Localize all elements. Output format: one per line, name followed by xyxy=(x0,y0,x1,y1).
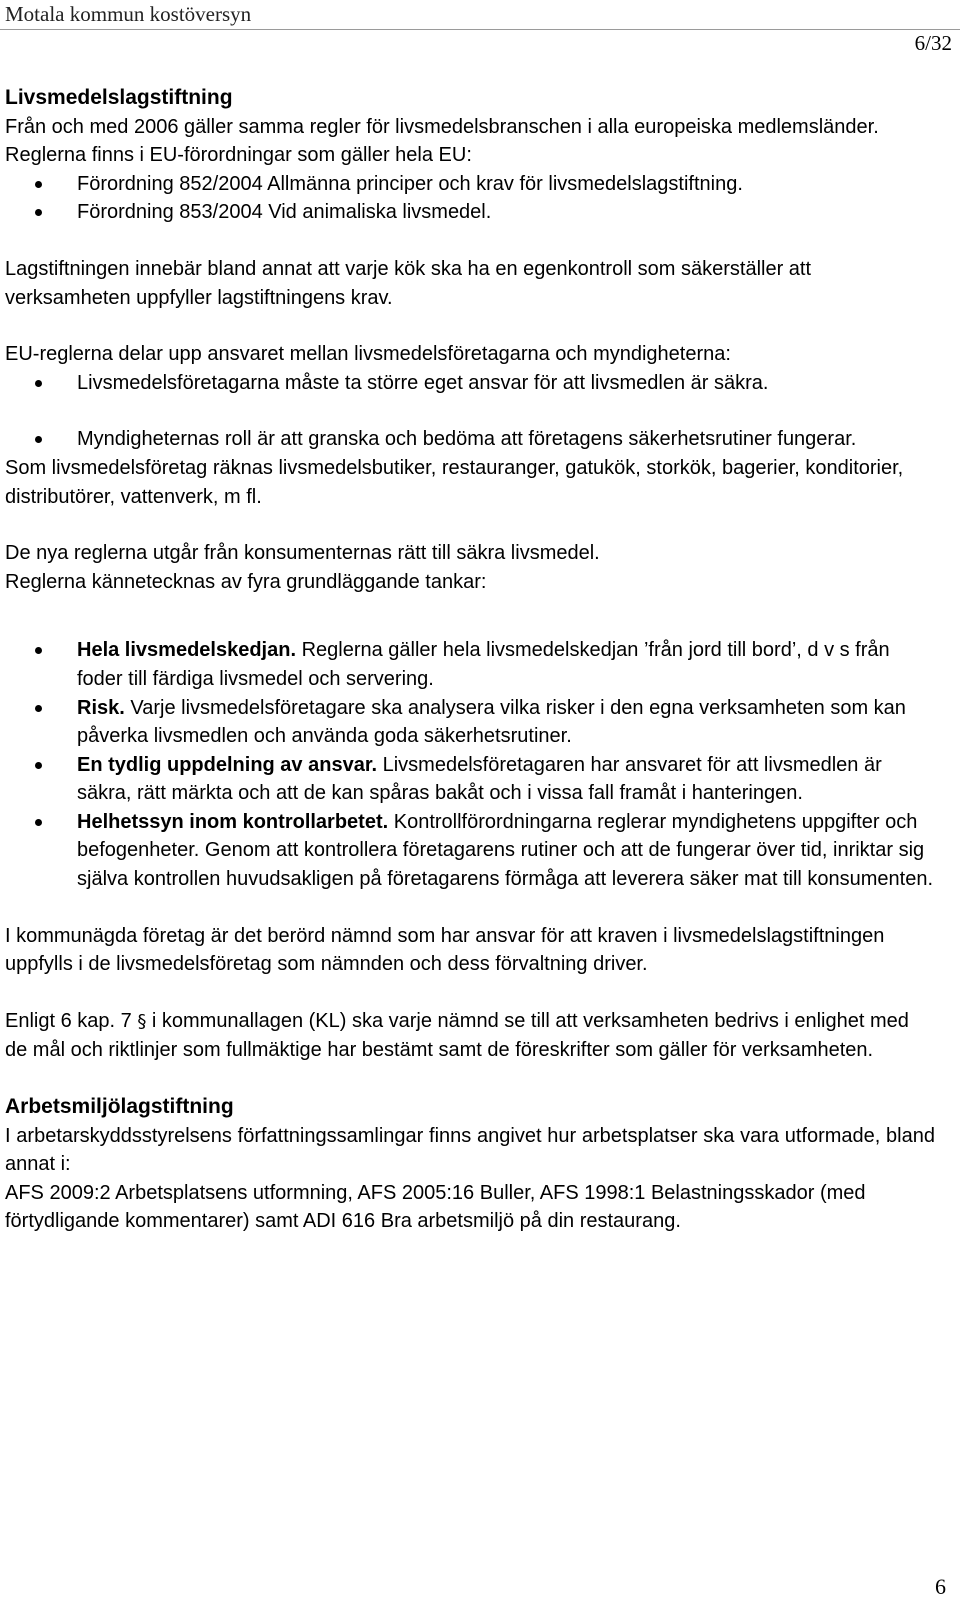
companies-paragraph: Som livsmedelsföretag räknas livsmedelsbutiker, restauranger, gatukök, storkök, bagerier, konditorier, distributörer, vattenverk, m fl. xyxy=(5,456,904,508)
list-item xyxy=(5,751,935,808)
regs-intro: Reglerna finns i EU-förordningar som gäller hela EU: xyxy=(5,144,472,167)
paragraph-sign: § xyxy=(137,1010,147,1032)
list-item xyxy=(5,636,935,693)
principle-text: Reglerna gäller hela livsmedelskedjan ’från jord till bord’, d v s från foder till färdiga livsmedel och servering. xyxy=(77,639,890,690)
list-item: Förordning 852/2004 Allmänna principer och krav för livsmedelslagstiftning. xyxy=(5,170,935,199)
principle-title: Helhetssyn inom kontrollarbetet. xyxy=(77,810,389,833)
principles-list xyxy=(5,636,935,893)
list-item xyxy=(5,808,935,894)
principle-title: Risk. xyxy=(77,696,125,719)
principle-text: Varje livsmedelsföretagare ska analysera vilka risker i den egna verksamheten som kan påverka livsmedlen och använda goda säkerhetsrutiner. xyxy=(77,696,906,748)
principle-title: Hela livsmedelskedjan. xyxy=(77,639,297,662)
section-heading-arbetsmiljo: Arbetsmiljölagstiftning xyxy=(5,1095,234,1119)
regulation-list xyxy=(5,170,935,227)
section-heading-livsmedel: Livsmedelslagstiftning xyxy=(5,86,233,109)
principle-title: En tydlig uppdelning av ansvar. xyxy=(77,753,378,776)
principle-text: Kontrollförordningarna reglerar myndighetens uppgifter och befogenheter. Genom att kontrollera företagarens rutiner och att de fungerar över tid, inriktar sig själva kontrollen huvudsakligen på företagarens förmåga att leverera säker mat till konsumenten. xyxy=(77,810,934,891)
arbetsmiljo-intro: I arbetarskyddsstyrelsens författningssamlingar finns angivet hur arbetsplatser ska vara utformade, bland annat i: xyxy=(5,1124,935,1176)
principles-intro: Reglerna kännetecknas av fyra grundläggande tankar: xyxy=(5,570,487,593)
document-body xyxy=(5,84,935,1236)
kl-text-start: Enligt 6 kap. 7 xyxy=(5,1009,138,1032)
principle-text: Livsmedelsföretagaren har ansvaret för att livsmedlen är säkra, rätt märkta och att de kan spåras bakåt och i vissa fall framåt i hanteringen. xyxy=(77,753,882,805)
document-header-title: Motala kommun kostöversyn xyxy=(5,2,252,26)
afs-references: AFS 2009:2 Arbetsplatsens utformning, AFS 2005:16 Buller, AFS 1998:1 Belastningsskador (med förtydligande kommentarer) samt ADI 616 Bra arbetsmiljö på din restaurang. xyxy=(5,1181,866,1233)
header-divider xyxy=(0,29,960,30)
page-indicator: 6/32 xyxy=(914,31,952,55)
responsibility-list xyxy=(5,369,935,454)
kl-text-end: i kommunallagen (KL) ska varje nämnd se till att verksamheten bedrivs i enlighet med de mål och riktlinjer som fullmäktige har bestämt samt de föreskrifter som gäller för verksamheten. xyxy=(5,1009,909,1062)
list-item xyxy=(5,694,935,751)
municipal-paragraph: I kommunägda företag är det berörd nämnd som har ansvar för att kraven i livsmedelslagstiftningen uppfylls i de livsmedelsföretag som nämnden och dess förvaltning driver. xyxy=(5,924,885,976)
list-item: Livsmedelsföretagarna måste ta större eget ansvar för att livsmedlen är säkra. xyxy=(5,369,935,398)
egenkontroll-paragraph: Lagstiftningen innebär bland annat att varje kök ska ha en egenkontroll som säkerställer att verksamheten uppfyller lagstiftningens krav. xyxy=(5,257,812,309)
consumer-rights-paragraph: De nya reglerna utgår från konsumenternas rätt till säkra livsmedel. xyxy=(5,542,600,565)
footer-page-number: 6 xyxy=(935,1574,946,1599)
intro-paragraph: Från och med 2006 gäller samma regler för livsmedelsbranschen i alla europeiska medlemsländer. xyxy=(5,115,879,138)
kommunallagen-paragraph xyxy=(5,1007,935,1065)
eu-responsibility-intro: EU-reglerna delar upp ansvaret mellan livsmedelsföretagarna och myndigheterna: xyxy=(5,343,731,366)
list-item: Förordning 853/2004 Vid animaliska livsmedel. xyxy=(5,198,935,227)
list-item: Myndigheternas roll är att granska och bedöma att företagens säkerhetsrutiner fungerar. xyxy=(5,425,935,454)
